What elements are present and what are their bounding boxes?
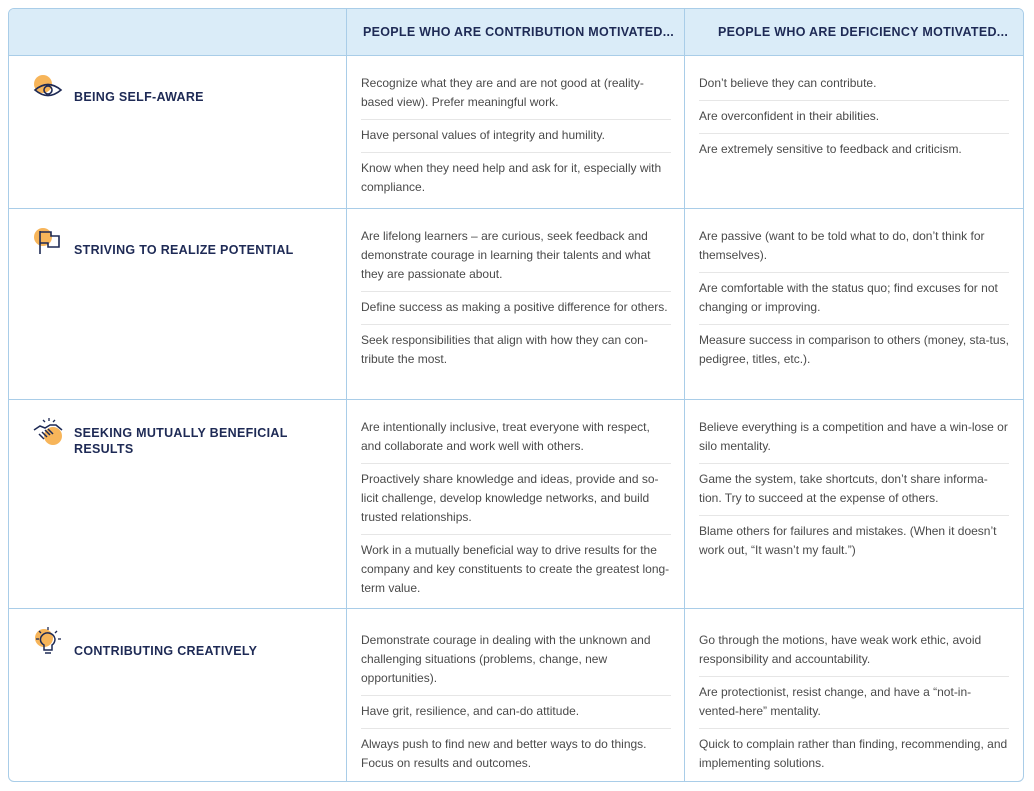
category-label: STRIVING TO REALIZE POTENTIAL	[74, 243, 294, 257]
list-item: Seek responsibilities that align with how they can con-tribute the most.	[361, 333, 648, 366]
list-item: Have personal values of integrity and humility.	[361, 120, 671, 153]
list-item: Are overconfident in their abilities.	[699, 101, 1009, 134]
list-item: Measure success in comparison to others (money, sta-tus, pedigree, titles, etc.).	[699, 333, 1009, 366]
category-label: CONTRIBUTING CREATIVELY	[74, 644, 258, 658]
list-item: Are extremely sensitive to feedback and criticism.	[699, 142, 962, 156]
list-item: Know when they need help and ask for it, especially with compliance.	[361, 161, 662, 194]
list-item: Don’t believe they can contribute.	[699, 68, 1009, 101]
deficiency-list	[699, 221, 1009, 376]
deficiency-list	[699, 625, 1009, 780]
list-item: Quick to complain rather than finding, recommending, and implementing solutions.	[699, 737, 1008, 770]
contribution-list	[361, 68, 671, 204]
eye-icon	[31, 73, 67, 105]
list-item: Proactively share knowledge and ideas, provide and so-licit challenge, develop knowledge networks, and build trusted relationships.	[361, 464, 671, 535]
table-row	[9, 56, 1023, 208]
comparison-table	[8, 8, 1024, 782]
list-item: Are passive (want to be told what to do, don’t think for themselves).	[699, 221, 1009, 273]
table-row	[9, 609, 1023, 782]
table-row	[9, 209, 1023, 399]
contribution-list	[361, 625, 671, 780]
handshake-icon	[31, 416, 67, 448]
category-label: SEEKING MUTUALLY BENEFICIAL RESULTS	[74, 426, 288, 456]
lightbulb-icon	[31, 626, 67, 658]
deficiency-list	[699, 412, 1009, 567]
list-item: Go through the motions, have weak work ethic, avoid responsibility and accountability.	[699, 625, 1009, 677]
list-item: Have grit, resilience, and can-do attitude.	[361, 696, 671, 729]
list-item: Game the system, take shortcuts, don’t share informa-tion. Try to succeed at the expense of others.	[699, 464, 1009, 516]
table-header	[9, 9, 1023, 56]
list-item: Recognize what they are and are not good at (reality-based view). Prefer meaningful work.	[361, 68, 671, 120]
deficiency-list	[699, 68, 1009, 166]
list-item: Demonstrate courage in dealing with the unknown and challenging situations (problems, change, new opportunities).	[361, 625, 671, 696]
list-item: Are protectionist, resist change, and have a “not-in-vented-here” mentality.	[699, 677, 1009, 729]
flag-icon	[31, 226, 67, 258]
contribution-list	[361, 412, 671, 605]
list-item: Are intentionally inclusive, treat everyone with respect, and collaborate and work well with others.	[361, 412, 671, 464]
category-label: BEING SELF-AWARE	[74, 90, 204, 104]
header-deficiency-motivated: PEOPLE WHO ARE DEFICIENCY MOTIVATED...	[718, 25, 1009, 39]
table-row	[9, 400, 1023, 608]
header-contribution-motivated: PEOPLE WHO ARE CONTRIBUTION MOTIVATED...	[363, 25, 675, 39]
list-item: Work in a mutually beneficial way to drive results for the company and key constituents to create the greatest long-term value.	[361, 543, 670, 595]
list-item: Blame others for failures and mistakes. (When it doesn’t work out, “It wasn’t my fault.”)	[699, 524, 997, 557]
list-item: Believe everything is a competition and have a win-lose or silo mentality.	[699, 412, 1009, 464]
contribution-list	[361, 221, 671, 376]
list-item: Always push to find new and better ways to do things. Focus on results and outcomes.	[361, 737, 647, 770]
list-item: Define success as making a positive difference for others.	[361, 292, 671, 325]
list-item: Are comfortable with the status quo; find excuses for not changing or improving.	[699, 273, 1009, 325]
list-item: Are lifelong learners – are curious, seek feedback and demonstrate courage in learning their talents and what they are passionate about.	[361, 221, 671, 292]
